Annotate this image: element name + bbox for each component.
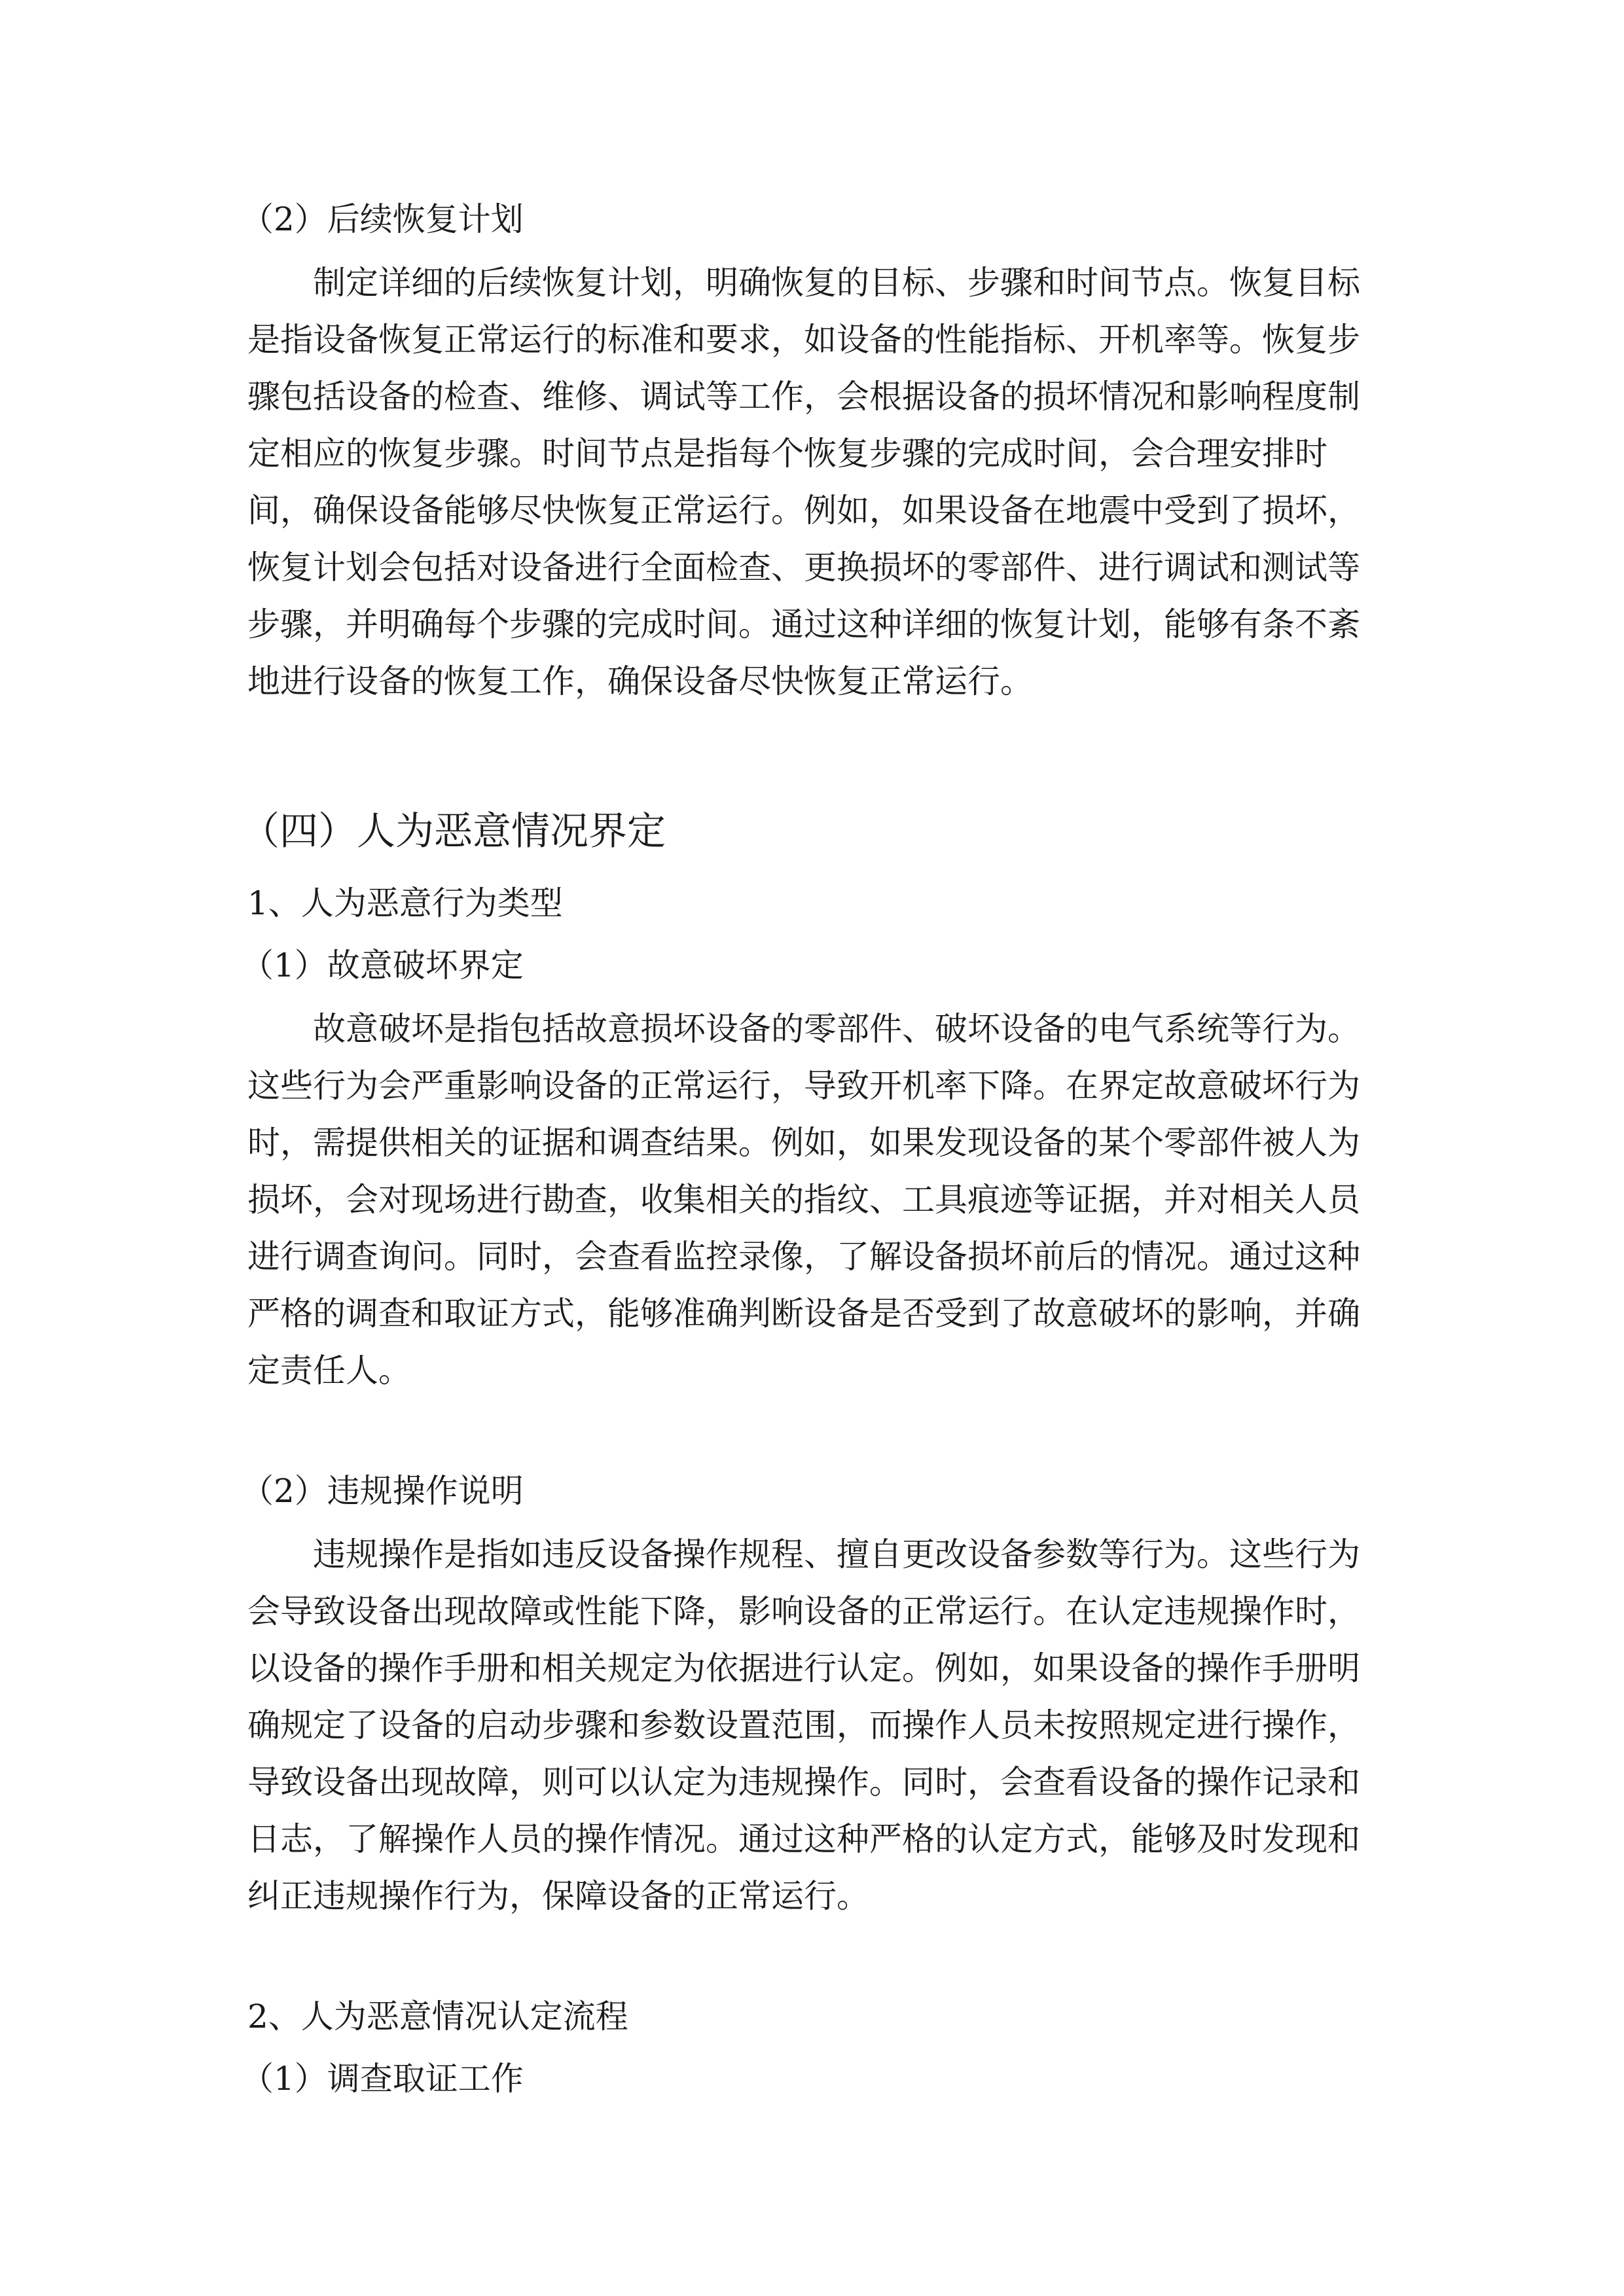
recovery-plan-line-3: 骤包括设备的检查、维修、调试等工作，会根据设备的损坏情况和影响程度制 <box>247 378 1360 416</box>
recovery-plan-line-1: 制定详细的后续恢复计划，明确恢复的目标、步骤和时间节点。恢复目标 <box>313 264 1360 302</box>
deliberate-damage-line-3: 时，需提供相关的证据和调查结果。例如，如果发现设备的某个零部件被人为 <box>247 1124 1360 1162</box>
violation-heading: （2）违规操作说明 <box>241 1472 524 1510</box>
violation-line-6: 日志，了解操作人员的操作情况。通过这种严格的认定方式，能够及时发现和 <box>247 1820 1360 1858</box>
violation-line-4: 确规定了设备的启动步骤和参数设置范围，而操作人员未按照规定进行操作， <box>247 1706 1360 1744</box>
recovery-plan-line-6: 恢复计划会包括对设备进行全面检查、更换损坏的零部件、进行调试和测试等 <box>247 548 1360 586</box>
deliberate-damage-heading: （1）故意破坏界定 <box>241 946 524 984</box>
violation-line-1: 违规操作是指如违反设备操作规程、擅自更改设备参数等行为。这些行为 <box>313 1535 1360 1573</box>
investigation-heading: （1）调查取证工作 <box>241 2060 524 2098</box>
violation-line-5: 导致设备出现故障，则可以认定为违规操作。同时，会查看设备的操作记录和 <box>247 1763 1360 1801</box>
recovery-plan-line-4: 定相应的恢复步骤。时间节点是指每个恢复步骤的完成时间，会合理安排时 <box>247 435 1327 473</box>
recovery-plan-line-5: 间，确保设备能够尽快恢复正常运行。例如，如果设备在地震中受到了损坏， <box>247 492 1360 529</box>
section-4-heading: （四）人为恶意情况界定 <box>241 808 666 853</box>
violation-line-7: 纠正违规操作行为，保障设备的正常运行。 <box>247 1877 869 1915</box>
recovery-plan-heading: （2）后续恢复计划 <box>241 200 524 238</box>
deliberate-damage-line-1: 故意破坏是指包括故意损坏设备的零部件、破坏设备的电气系统等行为。 <box>313 1010 1360 1048</box>
recovery-plan-line-2: 是指设备恢复正常运行的标准和要求，如设备的性能指标、开机率等。恢复步 <box>247 321 1360 359</box>
deliberate-damage-line-6: 严格的调查和取证方式，能够准确判断设备是否受到了故意破坏的影响，并确 <box>247 1295 1360 1333</box>
subsection-2-heading: 2、人为恶意情况认定流程 <box>247 1998 628 2036</box>
deliberate-damage-line-5: 进行调查询问。同时，会查看监控录像，了解设备损坏前后的情况。通过这种 <box>247 1238 1360 1276</box>
deliberate-damage-line-7: 定责任人。 <box>247 1352 411 1390</box>
recovery-plan-line-7: 步骤，并明确每个步骤的完成时间。通过这种详细的恢复计划，能够有条不紊 <box>247 605 1360 643</box>
recovery-plan-line-8: 地进行设备的恢复工作，确保设备尽快恢复正常运行。 <box>247 662 1033 700</box>
violation-line-2: 会导致设备出现故障或性能下降，影响设备的正常运行。在认定违规操作时， <box>247 1592 1360 1630</box>
subsection-1-heading: 1、人为恶意行为类型 <box>247 884 563 922</box>
deliberate-damage-line-2: 这些行为会严重影响设备的正常运行，导致开机率下降。在界定故意破坏行为 <box>247 1067 1360 1105</box>
violation-line-3: 以设备的操作手册和相关规定为依据进行认定。例如，如果设备的操作手册明 <box>247 1649 1360 1687</box>
deliberate-damage-line-4: 损坏，会对现场进行勘查，收集相关的指纹、工具痕迹等证据，并对相关人员 <box>247 1181 1360 1219</box>
